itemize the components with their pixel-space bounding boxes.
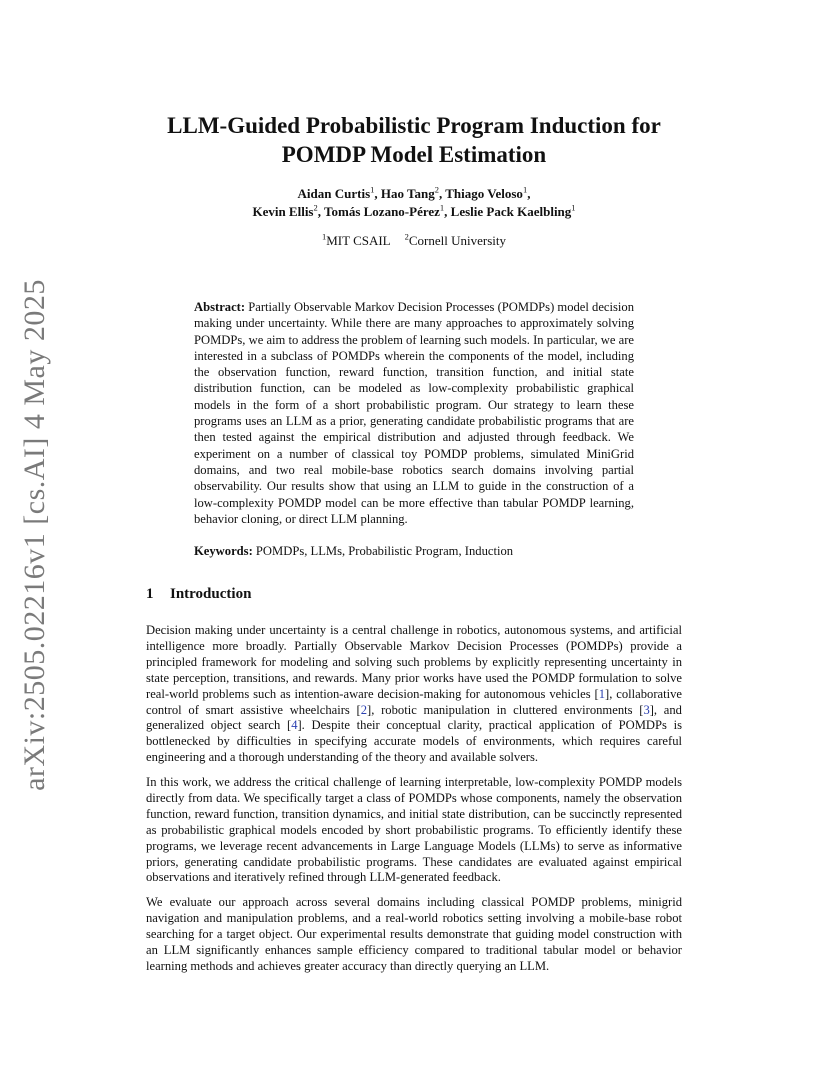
author-list: Aidan Curtis$^1$, Hao Tang$^2$, Thiago Veloso$^1$, Kevin Ellis$^2$, Tomás Lozano-Pérez$^1$, Leslie Pack Kaelbling$^1$ xyxy=(252,184,576,219)
paragraph-text: ]. Despite their conceptual clarity, practical application of POMDPs is bottlenecked by difficulties in specifying accurate models of environments, which requires careful engineering and a thorough understanding of the theory and available solvers. xyxy=(146,718,682,765)
author-name: Aidan Curtis xyxy=(297,186,371,201)
author-name: Kevin Ellis xyxy=(252,204,314,219)
keywords-text: POMDPs, LLMs, Probabilistic Program, Induction xyxy=(255,544,514,558)
author-affiliation-mark: 2 xyxy=(313,202,318,213)
arxiv-sidebar-stamp xyxy=(18,279,51,791)
author-name: Hao Tang xyxy=(380,186,435,201)
keywords xyxy=(194,543,634,559)
affiliation-cornell: Cornell University xyxy=(408,233,507,248)
author-affiliation-mark: 1 xyxy=(370,184,375,195)
citation-link[interactable]: 3 xyxy=(643,702,650,717)
paragraph-text: Decision making under uncertainty is a central challenge in robotics, autonomous systems, and artificial intelligence more broadly. Partially Observable Markov Decision Processes (POMDPs) provide a principled framework for modeling and solving such problems by explicitly representing uncertainty in state perception, transitions, and rewards. Many prior works have used the POMDP formulation to solve real-world problems such as intention-aware decision-making for autonomous vehicles [ xyxy=(146,623,682,701)
paragraph-text: ], robotic manipulation in cluttered environments [ xyxy=(367,702,644,717)
abstract xyxy=(194,299,634,527)
title-line-1: LLM-Guided Probabilistic Program Induction for xyxy=(167,113,661,138)
intro-paragraph-1 xyxy=(146,623,682,766)
title-line-2: POMDP Model Estimation xyxy=(281,142,547,167)
intro-paragraph-2: In this work, we address the critical challenge of learning interpretable, low-complexity POMDP models directly from data. We specifically target a class of POMDPs whose components, namely the observation function, reward function, transition dynamics, and initial state distribution, can be succinctly represented as probabilistic graphical models encoded by short probabilistic programs. To efficiently identify these programs, we leverage recent advancements in Large Language Models (LLMs) to serve as informative priors, generating candidate probabilistic programs. These candidates are evaluated against empirical observations and iteratively refined through LLM-generated feedback. xyxy=(146,775,682,885)
author-name: Leslie Pack Kaelbling xyxy=(450,204,572,219)
paragraph-text: ], and generalized object search [ xyxy=(146,702,682,733)
paragraph-text: ], collaborative control of smart assistive wheelchairs [ xyxy=(146,686,682,717)
abstract-text: Partially Observable Markov Decision Processes (POMDPs) model decision making under uncertainty. While there are many approaches to approximately solving POMDPs, we aim to address the problem of learning such models. In particular, we are interested in a subclass of POMDPs wherein the components of the model, including the observation function, reward function, transition function, and initial state distribution function, can be modeled as low-complexity probabilistic graphical models in the form of a short probabilistic program. Our strategy to learn these programs uses an LLM as a prior, generating candidate probabilistic programs that are then tested against the empirical distribution and adjusted through feedback. We experiment on a number of classical toy POMDP problems, simulated MiniGrid domains, and two real mobile-base robotics search domains involving partial observability. Our results show that using an LLM to guide in the construction of a low-complexity POMDP model can be more effective than tabular POMDP learning, behavior cloning, or direct LLM planning. xyxy=(194,300,635,526)
affiliations xyxy=(146,232,682,250)
paper-title xyxy=(146,111,682,169)
citation-link[interactable]: 4 xyxy=(291,718,298,733)
section-heading-introduction xyxy=(146,585,251,603)
author-affiliation-mark: 1 xyxy=(439,202,445,213)
affiliation-mit: MIT CSAIL xyxy=(326,233,391,248)
author-name: Tomás Lozano-Pérez xyxy=(324,204,440,219)
affiliation-mark: 2 xyxy=(404,231,409,242)
author-name: Thiago Veloso xyxy=(445,186,523,201)
section-number: 1 xyxy=(146,586,154,602)
abstract-label: Abstract: xyxy=(194,300,246,314)
author-affiliation-mark: 2 xyxy=(434,184,439,195)
intro-paragraph-3: We evaluate our approach across several domains including classical POMDP problems, minigrid navigation and manipulation problems, and a real-world robotics setting involving a mobile-base robot searching for a target object. Our experimental results demonstrate that guiding model construction with an LLM significantly enhances sample efficiency compared to traditional tabular model or behavior learning methods and achieves greater accuracy than directly querying an LLM. xyxy=(146,895,682,973)
citation-link[interactable]: 1 xyxy=(598,686,606,701)
affiliation-mark: 1 xyxy=(321,231,327,242)
keywords-label: Keywords: xyxy=(194,544,253,558)
section-title: Introduction xyxy=(170,586,252,602)
author-affiliation-mark: 1 xyxy=(522,184,528,195)
author-affiliation-mark: 1 xyxy=(571,202,576,213)
arxiv-identifier: arXiv:2505.02216v1 [cs.AI] 4 May 2025 xyxy=(18,279,51,791)
citation-link[interactable]: 2 xyxy=(360,702,368,717)
